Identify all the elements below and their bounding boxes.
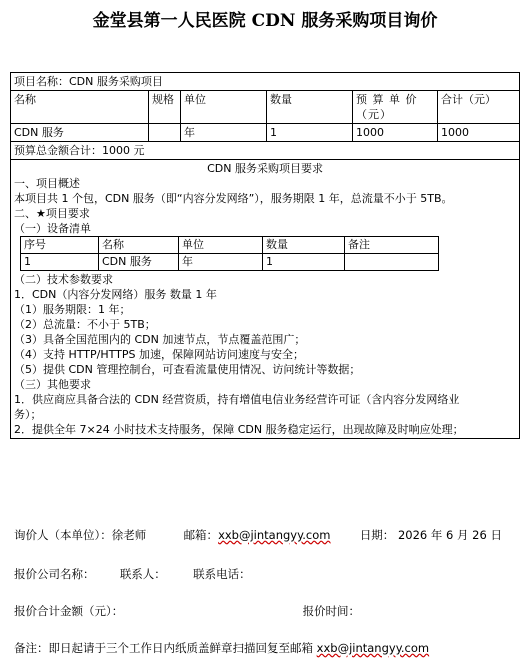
note-line — [14, 640, 429, 656]
project-name-row — [11, 73, 520, 91]
budget-total-cell: 预算总金额合计：1000 元 — [11, 142, 520, 160]
equip-header-qty: 数量 — [263, 237, 345, 254]
other-requirements-title: （三）其他要求 — [14, 378, 91, 391]
header-qty: 数量 — [267, 91, 353, 124]
inquirer-label: 询价人（本单位）：徐老师 — [14, 528, 147, 542]
equip-header-remark: 备注 — [345, 237, 439, 254]
quote-company-line — [14, 566, 251, 582]
equip-header-name: 名称 — [99, 237, 179, 254]
cell-spec — [149, 124, 181, 142]
table-row — [11, 124, 520, 142]
equip-header-unit: 单位 — [179, 237, 263, 254]
equip-header-no: 序号 — [21, 237, 99, 254]
phone-label: 联系电话： — [193, 567, 251, 581]
tech-line: （2）总流量：不小于 5TB； — [14, 318, 156, 331]
other-requirement-1-cont: 务）； — [14, 408, 42, 421]
requirements-heading: CDN 服务采购项目要求 — [207, 162, 323, 175]
tech-line: （1）服务期限：1 年； — [14, 303, 131, 316]
page-title: 金堂县第一人民医院 CDN 服务采购项目询价 — [92, 11, 438, 31]
tech-line: （4）支持 HTTP/HTTPS 加速，保障网站访问速度与安全； — [14, 348, 304, 361]
note-text: 备注：即日起请于三个工作日内纸质盖鲜章扫描回复至邮箱 — [14, 641, 313, 655]
equip-cell-name: CDN 服务 — [99, 254, 179, 271]
equip-cell-qty: 1 — [263, 254, 345, 271]
header-name: 名称 — [11, 91, 149, 124]
header-spec: 规格 — [149, 91, 181, 124]
note-email-link[interactable]: xxb@jintangyy.com — [316, 641, 430, 655]
cell-total: 1000 — [438, 124, 520, 142]
header-unit-price: 预 算 单 价（元） — [353, 91, 438, 124]
tech-item: 1．CDN（内容分发网络）服务 数量 1 年 — [14, 288, 217, 301]
project-requirements-title: 二、★项目要求 — [14, 207, 90, 220]
requirements-row — [11, 160, 520, 439]
equipment-header-row — [21, 237, 439, 254]
contact-label: 联系人： — [119, 567, 166, 581]
table-row — [21, 254, 439, 271]
equipment-table — [20, 236, 439, 271]
tech-line: （5）提供 CDN 管理控制台，可查看流量使用情况、访问统计等数据； — [14, 363, 361, 376]
quote-company-label: 报价公司名称： — [14, 567, 95, 581]
email-link[interactable]: xxb@jintangyy.com — [218, 528, 331, 542]
other-requirement-1: 1．供应商应具备合法的 CDN 经营资质，持有增值电信业务经营许可证（含内容分发网络业 — [14, 393, 460, 406]
overview-title: 一、项目概述 — [14, 177, 80, 190]
header-unit: 单位 — [181, 91, 267, 124]
inquiry-sheet — [10, 72, 519, 439]
equip-cell-remark — [345, 254, 439, 271]
equipment-list-title: （一）设备清单 — [14, 222, 91, 235]
email-label: 邮箱： — [183, 528, 219, 542]
equip-cell-no: 1 — [21, 254, 99, 271]
other-requirement-2: 2．提供全年 7×24 小时技术支持服务，保障 CDN 服务稳定运行，出现故障及时响应处理； — [14, 423, 464, 436]
header-total: 合计（元） — [438, 91, 520, 124]
quote-amount-line — [14, 603, 360, 619]
inquirer-line — [14, 527, 502, 543]
cell-unit: 年 — [181, 124, 267, 142]
tech-line: （3）具备全国范围内的 CDN 加速节点，节点覆盖范围广； — [14, 333, 306, 346]
tech-params-title: （二）技术参数要求 — [14, 273, 113, 286]
table-header-row — [11, 91, 520, 124]
budget-total-row — [11, 142, 520, 160]
inquiry-table — [10, 72, 520, 439]
project-name-cell: 项目名称：CDN 服务采购项目 — [11, 73, 520, 91]
overview-text: 本项目共 1 个包，CDN 服务（即“内容分发网络”），服务期限 1 年，总流量不小于 5TB。 — [14, 192, 453, 205]
equip-cell-unit: 年 — [179, 254, 263, 271]
inquiry-date: 日期： 2026 年 6 月 26 日 — [359, 528, 502, 542]
cell-name: CDN 服务 — [11, 124, 149, 142]
requirements-cell — [11, 160, 520, 439]
quote-time-label: 报价时间： — [302, 604, 361, 618]
cell-unit-price: 1000 — [353, 124, 438, 142]
quote-amount-label: 报价合计金额（元）： — [14, 604, 124, 618]
cell-qty: 1 — [267, 124, 353, 142]
